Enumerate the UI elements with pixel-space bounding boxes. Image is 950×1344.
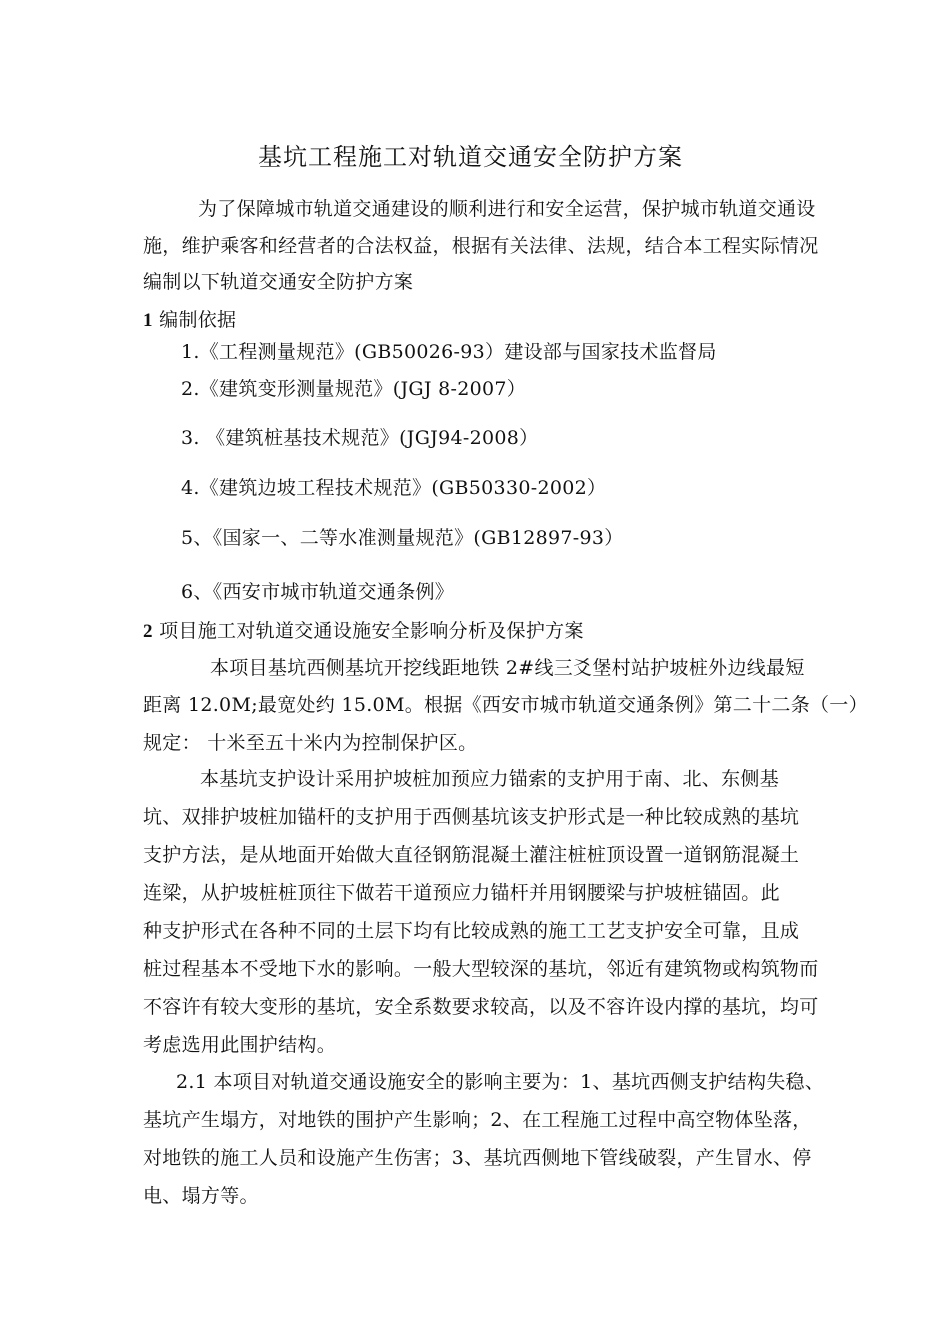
intro-line-3: 编制以下轨道交通安全防护方案 — [143, 271, 414, 293]
section-1-title: 编制依据 — [159, 309, 237, 331]
section-2-title: 项目施工对轨道交通设施安全影响分析及保护方案 — [159, 620, 584, 642]
reference-item-5: 5、《国家一、二等水准测量规范》(GB12897-93） — [181, 527, 624, 549]
section-1-number: 1 — [143, 310, 153, 331]
section-1-heading — [143, 306, 236, 335]
paragraph-2-line-8: 考虑选用此围护结构。 — [143, 1034, 337, 1056]
paragraph-2-line-1: 本基坑支护设计采用护坡桩加预应力锚索的支护用于南、北、东侧基 — [200, 768, 780, 790]
paragraph-1-line-1: 本项目基坑西侧基坑开挖线距地铁 2#线三爻堡村站护坡桩外边线最短 — [210, 657, 805, 679]
paragraph-2-line-7: 不容许有较大变形的基坑，安全系数要求较高，以及不容许设内撑的基坑，均可 — [143, 996, 819, 1018]
paragraph-2-line-6: 桩过程基本不受地下水的影响。一般大型较深的基坑，邻近有建筑物或构筑物而 — [143, 958, 819, 980]
reference-item-6: 6、《西安市城市轨道交通条例》 — [181, 581, 455, 603]
section-2-number: 2 — [143, 621, 153, 642]
paragraph-2-line-3: 支护方法，是从地面开始做大直径钢筋混凝土灌注桩桩顶设置一道钢筋混凝土 — [143, 844, 800, 866]
reference-item-1: 1.《工程测量规范》(GB50026-93）建设部与国家技术监督局 — [181, 341, 717, 363]
intro-line-1: 为了保障城市轨道交通建设的顺利进行和安全运营，保护城市轨道交通设 — [198, 198, 816, 220]
reference-item-2: 2.《建筑变形测量规范》(JGJ 8-2007） — [181, 378, 527, 400]
paragraph-3-line-1: 2.1 本项目对轨道交通设施安全的影响主要为：1、基坑西侧支护结构失稳、 — [176, 1071, 825, 1093]
reference-item-3: 3. 《建筑桩基技术规范》(JGJ94-2008） — [181, 427, 539, 449]
section-2-heading — [143, 617, 584, 646]
paragraph-2-line-4: 连梁，从护坡桩桩顶往下做若干道预应力锚杆并用钢腰梁与护坡桩锚固。此 — [143, 882, 780, 904]
intro-line-2: 施，维护乘客和经营者的合法权益，根据有关法律、法规，结合本工程实际情况 — [143, 235, 819, 257]
paragraph-3-line-2: 基坑产生塌方，对地铁的围护产生影响；2、在工程施工过程中高空物体坠落， — [143, 1109, 812, 1131]
paragraph-2-line-5: 种支护形式在各种不同的土层下均有比较成熟的施工工艺支护安全可靠，且成 — [143, 920, 800, 942]
reference-item-4: 4.《建筑边坡工程技术规范》(GB50330-2002） — [181, 477, 607, 499]
paragraph-2-line-2: 坑、双排护坡桩加锚杆的支护用于西侧基坑该支护形式是一种比较成熟的基坑 — [143, 806, 800, 828]
document-title: 基坑工程施工对轨道交通安全防护方案 — [258, 143, 683, 171]
paragraph-3-line-3: 对地铁的施工人员和设施产生伤害；3、基坑西侧地下管线破裂，产生冒水、停 — [143, 1147, 812, 1169]
paragraph-3-line-4: 电、塌方等。 — [143, 1185, 259, 1207]
paragraph-1-line-2: 距离 12.0M;最宽处约 15.0M。根据《西安市城市轨道交通条例》第二十二条（一） — [143, 694, 868, 716]
paragraph-1-line-3: 规定： 十米至五十米内为控制保护区。 — [143, 732, 478, 754]
